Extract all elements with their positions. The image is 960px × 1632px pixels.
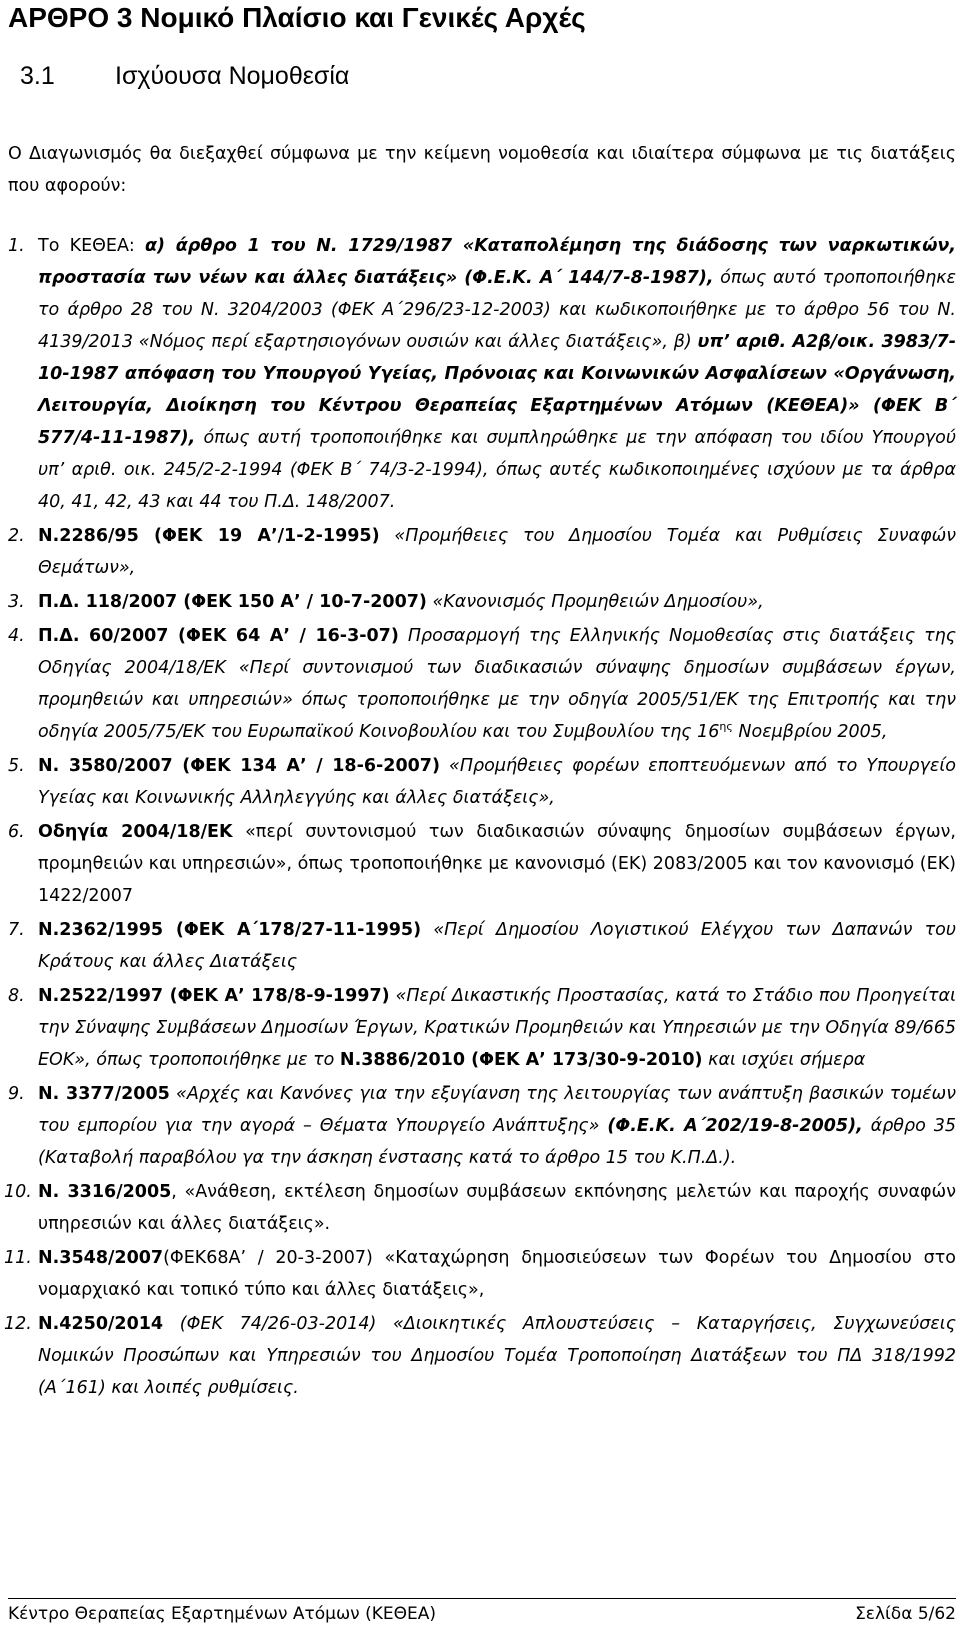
list-item-text: «Κανονισμός Προμηθειών Δημοσίου»,	[426, 592, 764, 612]
list-item-text: Ν.2286/95 (ΦΕΚ 19 Α’/1-2-1995)	[38, 526, 380, 546]
list-item-number: 8.	[8, 986, 25, 1006]
list-item-text: και ισχύει σήμερα	[702, 1050, 866, 1070]
list-item-number: 9.	[8, 1084, 25, 1104]
list-item-text: Π.Δ. 60/2007 (ΦΕΚ 64 Α’ / 16-3-07)	[38, 626, 399, 646]
list-item-text: «Περί Δημοσίου Λογιστικού Ελέγχου των Δαπανών του Κράτους και άλλες Διατάξεις	[38, 920, 956, 972]
list-item-text: Ν.2362/1995 (ΦΕΚ Α΄178/27-11-1995)	[38, 920, 422, 940]
list-item-text: α) άρθρο 1 του Ν. 1729/1987 «Καταπολέμηση της διάδοσης των ναρκωτικών, προστασία των νέων και άλλες διατάξεις» (Φ.Ε.Κ. Α΄ 144/7-8-1987),	[38, 236, 956, 288]
list-item	[0, 1078, 960, 1174]
list-item-text: (ΦΕΚ 74/26-03-2014) «Διοικητικές Απλουστεύσεις – Καταργήσεις, Συγχωνεύσεις Νομικών Προσώπων και Υπηρεσιών του Δημοσίου Τομέα Τροποποίηση Διατάξεων του ΠΔ 318/1992 (Α΄161) και λοιπές ρυθμίσεις.	[38, 1314, 956, 1398]
footer-divider	[8, 1598, 956, 1599]
list-item-text: Ν. 3377/2005	[38, 1084, 170, 1104]
article-heading: ΑΡΘΡΟ 3 Νομικό Πλαίσιο και Γενικές Αρχές	[8, 2, 586, 33]
list-item-text: ης	[719, 720, 733, 734]
list-item-text: «Προμήθειες φορέων εποπτευόμενων από το Υπουργείο Υγείας και Κοινωνικής Αλληλεγγύης και άλλες διατάξεις»,	[38, 756, 956, 808]
list-item-number: 1.	[8, 236, 25, 256]
list-item-text: Π.Δ. 118/2007 (ΦΕΚ 150 Α’ / 10-7-2007)	[38, 592, 427, 612]
page-number: Σελίδα 5/62	[855, 1604, 956, 1624]
list-item	[0, 1242, 960, 1306]
list-item-number: 5.	[8, 756, 25, 776]
list-item-text: Ν.2522/1997 (ΦΕΚ Α’ 178/8-9-1997)	[38, 986, 390, 1006]
list-item-number: 11.	[4, 1248, 32, 1268]
list-item	[0, 230, 960, 518]
list-item-text: Ν. 3580/2007 (ΦΕΚ 134 Α’ / 18-6-2007)	[38, 756, 440, 776]
page-footer	[8, 1604, 956, 1624]
footer-organization: Κέντρο Θεραπείας Εξαρτημένων Ατόμων (ΚΕΘΕΑ)	[8, 1604, 436, 1624]
list-item-text: «Αρχές και Κανόνες για την εξυγίανση της λειτουργίας των ανάπτυξη βασικών τομέων του εμπορίου για την αγορά – Θέματα Υπουργείο Ανάπτυξης»	[38, 1084, 956, 1136]
list-item-text: Ν.3886/2010 (ΦΕΚ Α’ 173/30-9-2010)	[339, 1050, 703, 1070]
list-item-text: , «Ανάθεση, εκτέλεση δημοσίων συμβάσεων εκπόνησης μελετών και παροχής συναφών υπηρεσιών και άλλες διατάξεις».	[38, 1182, 956, 1234]
legislation-list	[0, 230, 960, 1406]
list-item-text: (ΦΕΚ68Α’ / 20-3-2007) «Καταχώρηση δημοσιεύσεων των Φορέων του Δημοσίου στο νομαρχιακό και τοπικό τύπο και άλλες διατάξεις»,	[38, 1248, 956, 1300]
list-item	[0, 750, 960, 814]
list-item	[0, 1176, 960, 1240]
list-item-text: Οδηγία 2004/18/ΕΚ	[38, 822, 233, 842]
list-item-text: Το ΚΕΘΕΑ:	[38, 236, 146, 256]
section-title: Ισχύουσα Νομοθεσία	[115, 62, 350, 90]
list-item	[0, 914, 960, 978]
list-item-number: 3.	[8, 592, 25, 612]
list-item-number: 7.	[8, 920, 25, 940]
list-item	[0, 1308, 960, 1404]
list-item-text: Ν.4250/2014	[38, 1314, 164, 1334]
section-number: 3.1	[20, 62, 55, 90]
list-item-text: Νοεμβρίου 2005,	[732, 722, 888, 742]
list-item-text: «Περί Δικαστικής Προστασίας, κατά το Στάδιο που Προηγείται την Σύναψης Συμβάσεων Δημοσίων Έργων, Κρατικών Προμηθειών και Υπηρεσιών με την Οδηγία 89/665 ΕΟΚ», όπως τροποποιήθηκε με το	[38, 986, 956, 1070]
list-item-text: άρθρο 35 (Καταβολή παραβόλου γα την άσκηση ένστασης κατά το άρθρο 15 του Κ.Π.Δ.).	[38, 1116, 957, 1168]
list-item-text: (Φ.Ε.Κ. Α΄202/19-8-2005),	[607, 1116, 863, 1136]
list-item-number: 6.	[8, 822, 25, 842]
list-item-text: όπως αυτό τροποποιήθηκε το άρθρο 28 του Ν. 3204/2003 (ΦΕΚ Α΄296/23-12-2003) και κωδικοποιήθηκε με το άρθρο 56 του Ν. 4139/2013 «Νόμος περί εξαρτησιογόνων ουσιών και άλλες διατάξεις», β)	[38, 268, 956, 352]
list-item	[0, 620, 960, 748]
list-item-number: 12.	[4, 1314, 32, 1334]
list-item	[0, 980, 960, 1076]
list-item-text: Ν. 3316/2005	[38, 1182, 172, 1202]
section-heading	[8, 62, 349, 91]
list-item	[0, 520, 960, 584]
list-item	[0, 586, 960, 618]
list-item-number: 4.	[8, 626, 25, 646]
list-item-text: Ν.3548/2007	[38, 1248, 164, 1268]
list-item-text: υπ’ αριθ. Α2β/οικ. 3983/7-10-1987 απόφαση του Υπουργού Υγείας, Πρόνοιας και Κοινωνικών Ασφαλίσεων «Οργάνωση, Λειτουργία, Διοίκηση του Κέντρου Θεραπείας Εξαρτημένων Ατόμων (ΚΕΘΕΑ)» (ΦΕΚ Β΄ 577/4-11-1987),	[38, 332, 956, 448]
list-item-text: όπως αυτή τροποποιήθηκε και συμπληρώθηκε με την απόφαση του ιδίου Υπουργού υπ’ αριθ. οικ. 245/2-2-1994 (ΦΕΚ Β΄ 74/3-2-1994), όπως αυτές κωδικοποιημένες ισχύουν με τα άρθρα 40, 41, 42, 43 και 44 του Π.Δ. 148/2007.	[38, 428, 956, 512]
list-item-text: Προσαρμογή της Ελληνικής Νομοθεσίας στις διατάξεις της Οδηγίας 2004/18/ΕΚ «Περί συντονισμού των διαδικασιών σύναψης δημοσίων συμβάσεων έργων, προμηθειών και υπηρεσιών» όπως τροποποιήθηκε με την οδηγία 2005/51/ΕΚ της Επιτροπής και την οδηγία 2005/75/ΕΚ του Ευρωπαϊκού Κοινοβουλίου και του Συμβουλίου της 16	[38, 626, 956, 742]
list-item-number: 10.	[4, 1182, 32, 1202]
list-item	[0, 816, 960, 912]
intro-paragraph: Ο Διαγωνισμός θα διεξαχθεί σύμφωνα με την κείμενη νομοθεσία και ιδιαίτερα σύμφωνα με τις διατάξεις που αφορούν:	[8, 144, 956, 196]
list-item-text: «Προμήθειες του Δημοσίου Τομέα και Ρυθμίσεις Συναφών Θεμάτων»,	[38, 526, 956, 578]
list-item-number: 2.	[8, 526, 25, 546]
list-item-text: «περί συντονισμού των διαδικασιών σύναψης δημοσίων συμβάσεων έργων, προμηθειών και υπηρεσιών», όπως τροποποιήθηκε με κανονισμό (ΕΚ) 2083/2005 και τον κανονισμό (ΕΚ) 1422/2007	[38, 822, 956, 906]
